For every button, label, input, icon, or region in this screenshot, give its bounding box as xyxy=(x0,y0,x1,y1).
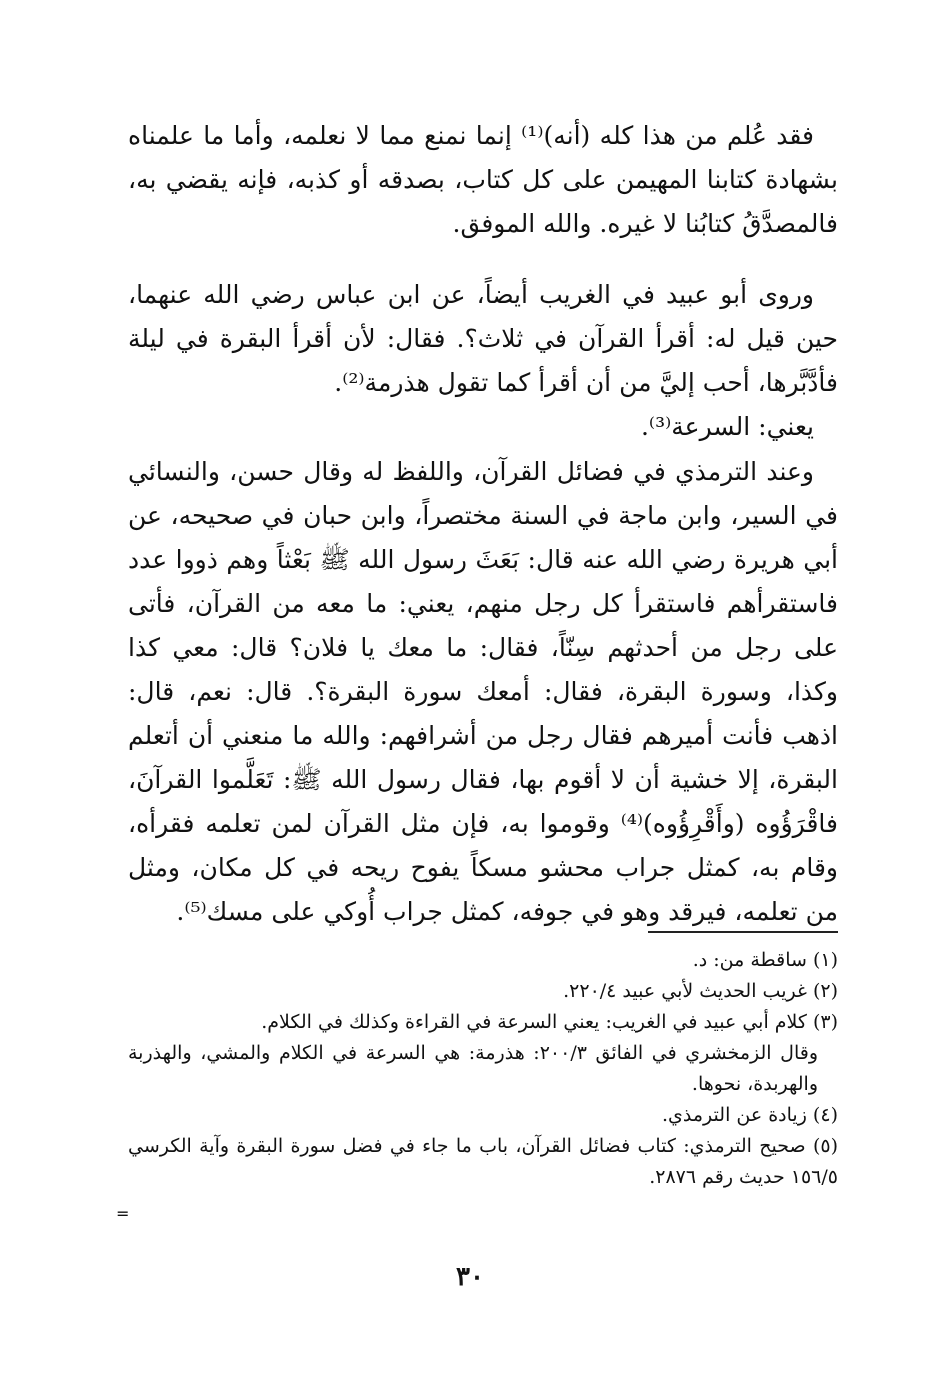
footnote-separator xyxy=(648,931,838,933)
continuation-mark: = xyxy=(116,1204,130,1223)
footnote-3-continuation: وقال الزمخشري في الفائق ٢٠٠/٣: هذرمة: هي السرعة في الكلام والمشي، والهذربة والهربدة، نحوها. xyxy=(128,1042,818,1095)
paragraph-text: وروى أبو عبيد في الغريب أيضاً، عن ابن عباس رضي الله عنهما، حين قيل له: أقرأ القرآن في ثلاث؟. فقال: لأن أقرأ البقرة في ليلة فأدَّبَّرها، أحب إليَّ من أن أقرأ كما تقول هذرمة⁽²⁾. xyxy=(128,280,838,397)
footnote-2: (٢) غريب الحديث لأبي عبيد ٢٢٠/٤. xyxy=(563,980,838,1002)
body-paragraph-2 xyxy=(128,273,838,449)
footnote-4: (٤) زيادة عن الترمذي. xyxy=(662,1104,838,1126)
footnote-3: (٣) كلام أبي عبيد في الغريب: يعني السرعة في القراءة وكذلك في الكلام. xyxy=(261,1011,838,1033)
body-paragraph-3 xyxy=(128,450,838,934)
footnote-1: (١) ساقطة من: د. xyxy=(692,949,838,971)
body-paragraph-1 xyxy=(128,114,838,246)
paragraph-gloss: يعني: السرعة⁽³⁾. xyxy=(640,412,814,441)
page-number: ٣٠ xyxy=(456,1262,484,1292)
paragraph-text: وعند الترمذي في فضائل القرآن، واللفظ له وقال حسن، والنسائي في السير، وابن ماجة في السنة مختصراً، وابن حبان في صحيحه، عن أبي هريرة رضي الله عنه قال: بَعَثَ رسول الله ﷺ بَعْثاً وهم ذووا عدد فاستقرأهم فاستقرأ كل رجل منهم، يعني: ما معه من القرآن، فأتى على رجل من أحدثهم سِنّاً، فقال: ما معك يا فلان؟ قال: معي كذا وكذا، وسورة البقرة، فقال: أمعك سورة البقرة؟. قال: نعم، قال: اذهب فأنت أميرهم فقال رجل من أشرافهم: والله ما منعني أن أتعلم البقرة، إلا خشية أن لا أقوم بها، فقال رسول الله ﷺ: تَعَلَّموا القرآنَ، فاقْرَؤُوه (وأَقْرِؤُوه)⁽⁴⁾ وقوموا به، فإن مثل القرآن لمن تعلمه فقرأه، وقام به، كمثل جراب محشو مسكاً يفوح ريحه في كل مكان، ومثل من تعلمه، فيرقد وهو في جوفه، كمثل جراب أُوكي على مسك⁽⁵⁾. xyxy=(128,457,838,926)
paragraph-text: فقد عُلم من هذا كله (أنه)⁽¹⁾ إنما نمنع مما لا نعلمه، وأما ما علمناه بشهادة كتابنا المهيمن على كل كتاب، بصدقه أو كذبه، فإنه يقضي به، فالمصدَّقُ كتابُنا لا غيره. والله الموفق. xyxy=(128,121,838,238)
footnotes-section xyxy=(128,945,838,1193)
footnote-5: (٥) صحيح الترمذي: كتاب فضائل القرآن، باب ما جاء في فضل سورة البقرة وآية الكرسي ١٥٦/٥ حديث رقم ٢٨٧٦. xyxy=(128,1135,838,1188)
